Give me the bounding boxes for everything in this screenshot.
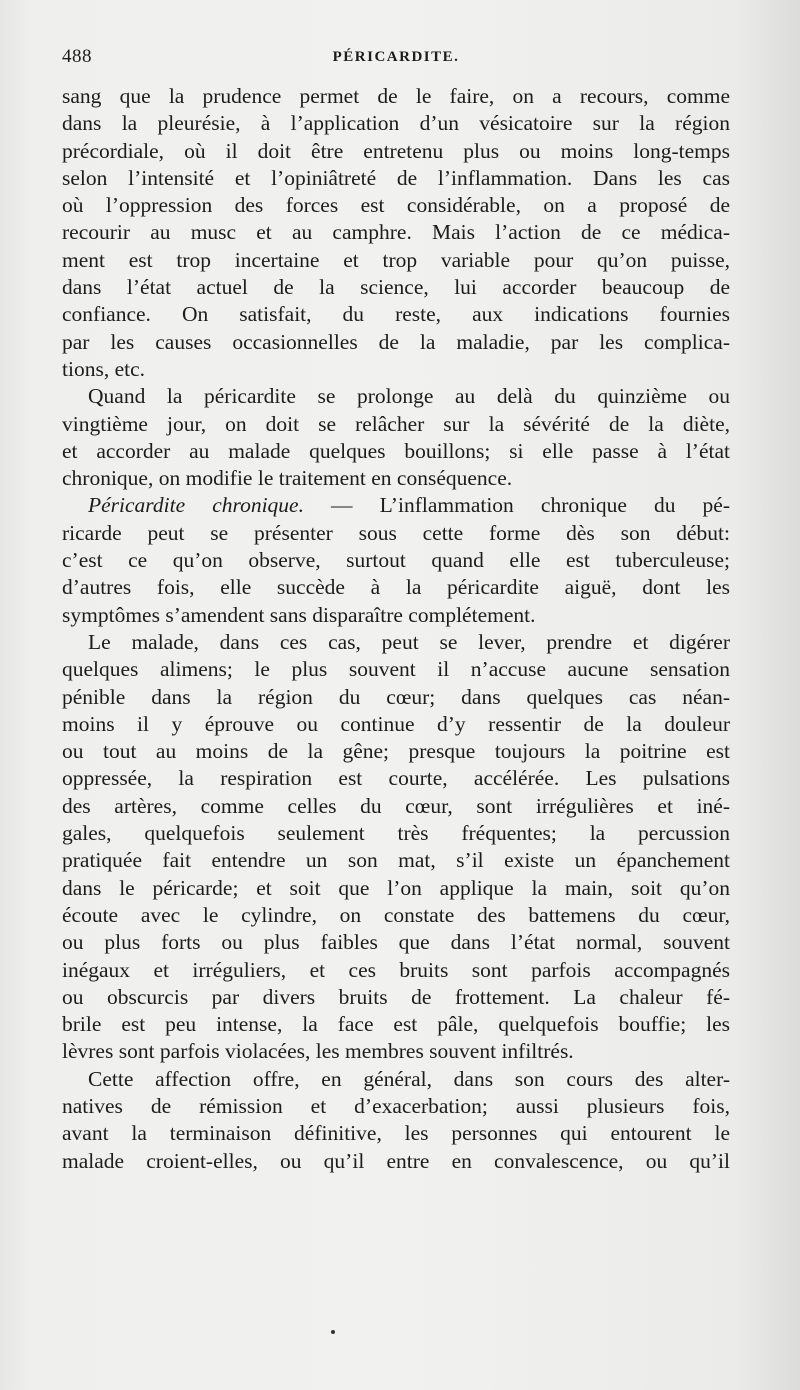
text-line: moins il y éprouve ou continue d’y ressentir de la douleur xyxy=(62,711,730,736)
text-line: des artères, comme celles du cœur, sont irrégulières et iné- xyxy=(62,793,730,818)
text-line: selon l’intensité et l’opiniâtreté de l’inflammation. Dans les cas xyxy=(62,165,730,190)
text-line: quelques alimens; le plus souvent il n’accuse aucune sensation xyxy=(62,657,730,682)
text-line: pratiquée fait entendre un son mat, s’il existe un épanchement xyxy=(62,848,730,873)
running-title: PÉRICARDITE. xyxy=(332,49,460,65)
text-line: inégaux et irréguliers, et ces bruits sont parfois accompagnés xyxy=(62,957,730,982)
text-line: écoute avec le cylindre, on constate des battemens du cœur, xyxy=(62,902,730,927)
page-header xyxy=(62,46,730,74)
text-line: gales, quelquefois seulement très fréquentes; la percussion xyxy=(62,821,730,846)
text-line: par les causes occasionnelles de la maladie, par les complica- xyxy=(62,329,730,354)
body-text xyxy=(62,83,730,1175)
page-number: 488 xyxy=(62,46,92,67)
text-line: et accorder au malade quelques bouillons; si elle passe à l’état xyxy=(62,438,730,463)
text-line: oppressée, la respiration est courte, accélérée. Les pulsations xyxy=(62,766,730,791)
text-line: dans le péricarde; et soit que l’on applique la main, soit qu’on xyxy=(62,875,730,900)
text-line: ou obscurcis par divers bruits de frottement. La chaleur fé- xyxy=(62,984,730,1009)
text-line: natives de rémission et d’exacerbation; aussi plusieurs fois, xyxy=(62,1093,730,1118)
text-line: pénible dans la région du cœur; dans quelques cas néan- xyxy=(62,684,730,709)
text-line: dans la pleurésie, à l’application d’un vésicatoire sur la région xyxy=(62,111,730,136)
text-line: confiance. On satisfait, du reste, aux indications fournies xyxy=(62,302,730,327)
text-line: recourir au musc et au camphre. Mais l’action de ce médica- xyxy=(62,220,730,245)
text-line: avant la terminaison définitive, les personnes qui entourent le xyxy=(62,1121,730,1146)
text-line: où l’oppression des forces est considérable, on a proposé de xyxy=(62,193,730,218)
section-lead-text: — L’inflammation chronique du pé- xyxy=(303,493,730,518)
text-line: malade croient-elles, ou qu’il entre en convalescence, ou qu’il xyxy=(62,1148,730,1173)
text-line: brile est peu intense, la face est pâle, quelquefois bouffie; les xyxy=(62,1012,730,1037)
text-line: Quand la péricardite se prolonge au delà du quinzième ou xyxy=(88,384,730,409)
text-line: sang que la prudence permet de le faire, on a recours, comme xyxy=(62,84,730,108)
text-line: Le malade, dans ces cas, peut se lever, prendre et digérer xyxy=(88,629,730,654)
text-line: symptômes s’amendent sans disparaître complétement. xyxy=(62,602,536,627)
section-lead-line xyxy=(62,492,730,519)
text-line: d’autres fois, elle succède à la péricardite aiguë, dont les xyxy=(62,575,730,600)
text-line: Cette affection offre, en général, dans son cours des alter- xyxy=(88,1066,730,1091)
text-line: tions, etc. xyxy=(62,356,145,381)
section-heading: Péricardite chronique. xyxy=(88,493,304,518)
text-line: ou tout au moins de la gêne; presque toujours la poitrine est xyxy=(62,739,730,764)
text-line: ricarde peut se présenter sous cette forme dès son début: xyxy=(62,520,730,545)
text-line: ment est trop incertaine et trop variable pour qu’on puisse, xyxy=(62,247,730,272)
text-line: ou plus forts ou plus faibles que dans l’état normal, souvent xyxy=(62,930,730,955)
text-line: vingtième jour, on doit se relâcher sur la sévérité de la diète, xyxy=(62,411,730,436)
text-line: lèvres sont parfois violacées, les membres souvent infiltrés. xyxy=(62,1039,574,1064)
text-line: précordiale, où il doit être entretenu plus ou moins long-temps xyxy=(62,138,730,163)
text-line: dans l’état actuel de la science, lui accorder beaucoup de xyxy=(62,275,730,300)
text-line: c’est ce qu’on observe, surtout quand elle est tuberculeuse; xyxy=(62,548,730,573)
text-line: chronique, on modifie le traitement en conséquence. xyxy=(62,466,513,491)
page-speck xyxy=(331,1330,335,1334)
